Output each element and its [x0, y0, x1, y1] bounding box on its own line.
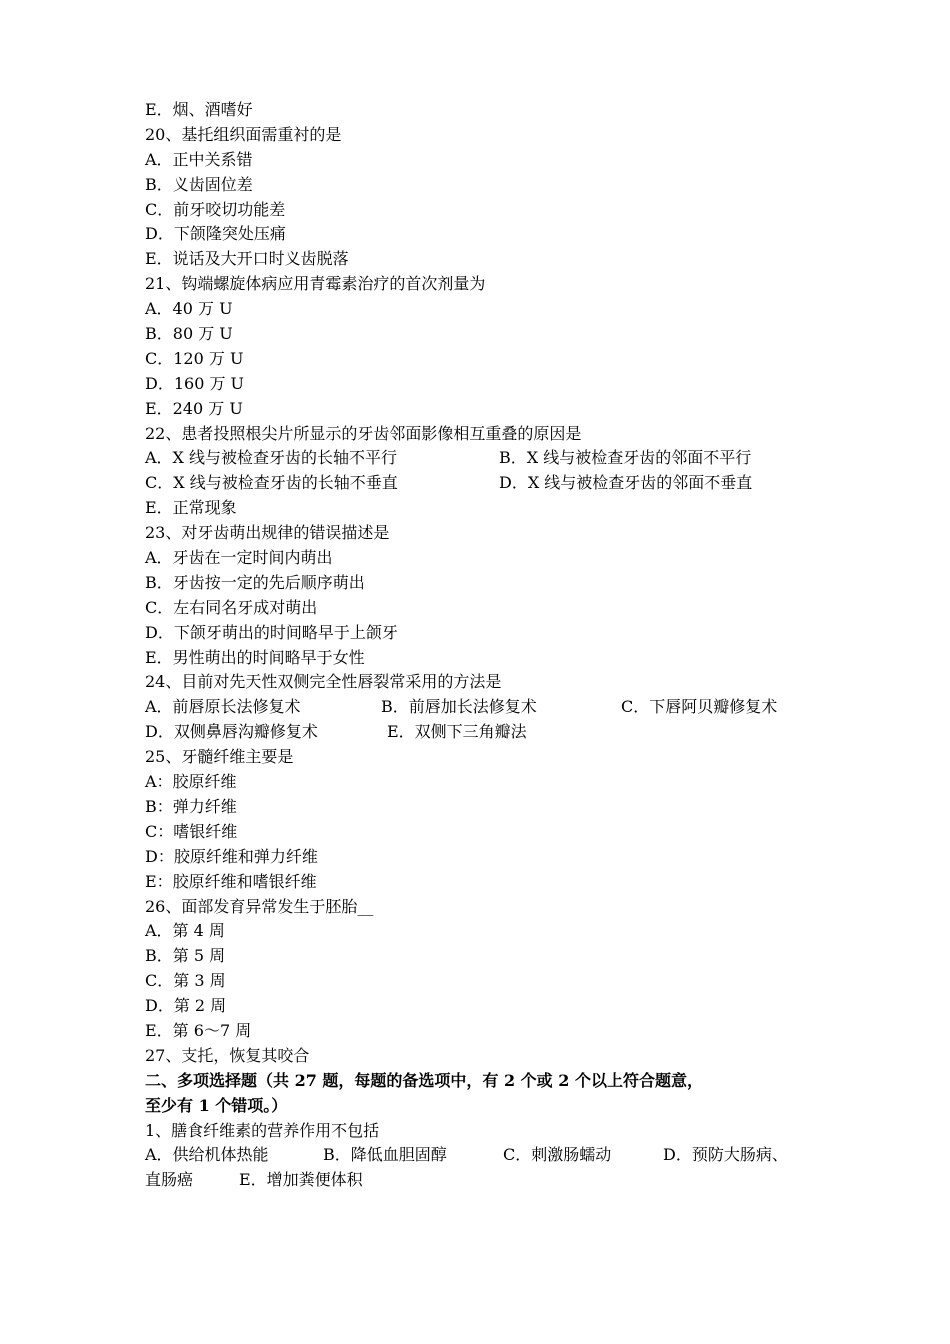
q24-question: 24、目前对先天性双侧完全性唇裂常采用的方法是: [145, 672, 502, 692]
q26-option-c: C．第 3 周: [145, 971, 226, 991]
q20-option-e: E．说话及大开口时义齿脱落: [145, 249, 349, 269]
q23-option-d: D．下颌牙萌出的时间略早于上颌牙: [145, 622, 398, 642]
document-content: [145, 98, 815, 1193]
q23-option-e: E．男性萌出的时间略早于女性: [145, 647, 365, 667]
q20-question: 20、基托组织面需重衬的是: [145, 124, 342, 144]
q24-option-b: B．前唇加长法修复术: [381, 697, 537, 717]
q22-option-a: A．X 线与被检查牙齿的长轴不平行: [145, 448, 398, 468]
q24-option-d: D．双侧鼻唇沟瓣修复术: [145, 722, 318, 742]
q22-options-row-1: [145, 446, 815, 471]
q22-option-e: E．正常现象: [145, 498, 237, 518]
q25-option-d: D：胶原纤维和弹力纤维: [145, 846, 318, 866]
q24-option-a: A．前唇原长法修复术: [145, 697, 301, 717]
q26-question: 26、面部发育异常发生于胚胎__: [145, 896, 374, 916]
section-heading-line-1: 二、多项选择题（共 27 题，每题的备选项中，有 2 个或 2 个以上符合题意，: [145, 1070, 703, 1090]
q25-option-c: C：嗜银纤维: [145, 821, 238, 841]
section-heading-line-2: 至少有 1 个错项。）: [145, 1095, 288, 1115]
mq1-options-row-2: [145, 1168, 815, 1193]
q23-option-b: B．牙齿按一定的先后顺序萌出: [145, 572, 365, 592]
mq1-question: 1、膳食纤维素的营养作用不包括: [145, 1120, 380, 1140]
q21-option-e: E．240 万 U: [145, 398, 243, 418]
q26-option-a: A．第 4 周: [145, 921, 225, 941]
q26-option-b: B．第 5 周: [145, 946, 226, 966]
q24-options-row-2: [145, 720, 815, 745]
q24-options-row-1: [145, 695, 815, 720]
q25-option-b: B：弹力纤维: [145, 796, 237, 816]
q21-option-d: D．160 万 U: [145, 373, 245, 393]
q22-option-d: D．X 线与被检查牙齿的邻面不垂直: [499, 473, 753, 493]
q21-option-a: A．40 万 U: [145, 299, 233, 319]
q23-option-c: C．左右同名牙成对萌出: [145, 597, 318, 617]
q26-option-d: D．第 2 周: [145, 996, 227, 1016]
q22-option-c: C．X 线与被检查牙齿的长轴不垂直: [145, 473, 398, 493]
q25-option-a: A：胶原纤维: [145, 772, 237, 792]
mq1-option-c: C．刺激肠蠕动: [503, 1145, 612, 1165]
mq1-option-b: B．降低血胆固醇: [323, 1145, 447, 1165]
q23-option-a: A．牙齿在一定时间内萌出: [145, 548, 333, 568]
q23-question: 23、对牙齿萌出规律的错误描述是: [145, 523, 390, 543]
q20-option-a: A．正中关系错: [145, 149, 253, 169]
q22-options-row-2: [145, 471, 815, 496]
q25-option-e: E：胶原纤维和嗜银纤维: [145, 871, 317, 891]
q20-option-c: C．前牙咬切功能差: [145, 199, 286, 219]
mq1-option-a: A．供给机体热能: [145, 1145, 269, 1165]
q22-option-b: B．X 线与被检查牙齿的邻面不平行: [499, 448, 752, 468]
q21-option-b: B．80 万 U: [145, 324, 233, 344]
q25-question: 25、牙髓纤维主要是: [145, 747, 294, 767]
q21-question: 21、钩端螺旋体病应用青霉素治疗的首次剂量为: [145, 274, 486, 294]
q20-option-b: B．义齿固位差: [145, 174, 253, 194]
q21-option-c: C．120 万 U: [145, 348, 244, 368]
q19-option-e: E．烟、酒嗜好: [145, 100, 253, 119]
q22-question: 22、患者投照根尖片所显示的牙齿邻面影像相互重叠的原因是: [145, 423, 582, 443]
q27-question: 27、支托，恢复其咬合: [145, 1045, 310, 1065]
q24-option-c: C．下唇阿贝瓣修复术: [621, 697, 778, 717]
mq1-option-e: E．增加粪便体积: [239, 1170, 363, 1190]
q26-option-e: E．第 6～7 周: [145, 1020, 252, 1040]
q20-option-d: D．下颌隆突处压痛: [145, 224, 286, 244]
mq1-option-d-continued: 直肠癌: [145, 1170, 194, 1190]
mq1-options-row-1: [145, 1143, 815, 1168]
mq1-option-d: D．预防大肠病、: [663, 1145, 788, 1165]
q24-option-e: E．双侧下三角瓣法: [387, 722, 527, 742]
